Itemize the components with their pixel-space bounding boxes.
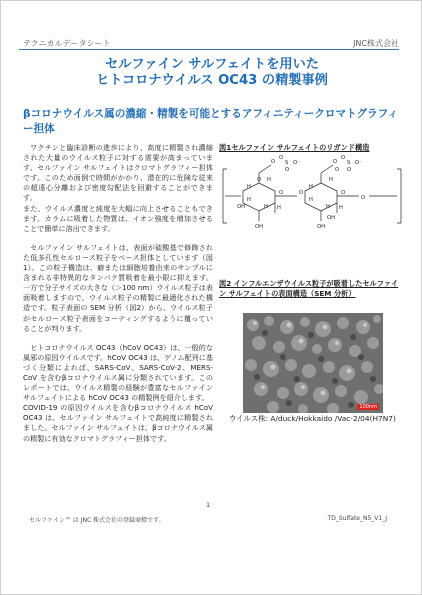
- atom-label: H: [309, 197, 313, 203]
- header-label: テクニカルデータシート: [23, 39, 111, 48]
- body-text-column: [23, 143, 213, 453]
- atom-label: O: [279, 155, 284, 161]
- atom-label: H: [326, 204, 330, 210]
- atom-label: H: [329, 177, 333, 183]
- section-heading: βコロナウイルス属の濃縮・精製を可能とするアフィニティークロマトグラフィー担体: [23, 108, 398, 135]
- title-line-1: セルファイン サルフェイトを用いた: [104, 57, 319, 72]
- atom-label: H: [339, 205, 343, 211]
- atom-label: OH: [317, 224, 325, 230]
- paragraph-structure: セルファイン サルフェイトは、表面が硫酸基で修飾された低多孔性セルロース粒子をベース担体としています（図1）。この粒子構造は、癖または細胞培養由来のサンプルに含まれる非特異的なタンパク質吸着を最小限に抑えます。一方で分子サイズの大きな（＞100 nm）ウイルス粒子は表面吸着しますので、ウイルス粒子の精製に最適化された構造です。粒子表面の SEM 分析（図2）から、ウイルス粒子がセルロース粒子表面をコーティングするように覆っていることが判ります。: [23, 242, 213, 333]
- atom-label: S: [347, 160, 351, 166]
- virus-strain-caption: ウイルス株: A/duck/Hokkaido /Vac-2/04(H7N7): [229, 414, 396, 423]
- atom-label: H: [267, 177, 271, 183]
- atom-label: O: [347, 167, 352, 173]
- ligand-structure-diagram: [219, 153, 405, 239]
- atom-label: O: [299, 190, 304, 196]
- atom-label: O: [271, 159, 276, 165]
- paragraph-intro: ワクチンと臨床診断の進歩により、高度に精製され濃縮された大量のウイルス粒子に対する需要が高まっています。セルファイン サルフェイトはクロマトグラフィー担体です。このため面倒で時間がかかり、潜在的に危険な従来の超遠心分離および密度勾配法を回避することができます。: [23, 143, 213, 203]
- atom-label: H: [247, 197, 251, 203]
- atom-label: O: [257, 177, 262, 183]
- trademark-notice: セルファイン™ は JNC 株式会社の登録商標です。: [29, 517, 165, 524]
- atom-label: O: [341, 155, 346, 161]
- atom-label: O: [285, 167, 290, 173]
- document-id: TD_Sulfate_N5_V1_J: [327, 515, 387, 522]
- title-line-2: ヒトコロナウイルス OC43 の精製事例: [96, 73, 328, 88]
- atom-label: S: [285, 160, 289, 166]
- sem-micrograph: [243, 313, 383, 413]
- atom-label: O⁻: [355, 160, 362, 166]
- atom-label: O: [333, 159, 338, 165]
- atom-label: OH: [255, 224, 263, 230]
- page-number: 1: [206, 501, 211, 509]
- atom-label: OH: [237, 204, 245, 210]
- header: [19, 38, 399, 48]
- atom-label: H: [247, 184, 251, 190]
- header-rule: [19, 49, 399, 50]
- paragraph-elution: また、ウイルス濃度と純度を大幅に向上させることもできます。カラムに吸着した物質は、イオン強度を増加させることで簡単に溶出できます。: [23, 203, 213, 233]
- atom-label: O⁻: [293, 160, 300, 166]
- figure1-caption: 図1セルファイン サルフェイトのリガンド構造: [219, 143, 370, 152]
- atom-label: O: [279, 190, 284, 196]
- atom-label: H: [277, 205, 281, 211]
- atom-label: H: [264, 204, 268, 210]
- atom-label: O: [335, 167, 340, 173]
- page-title: [1, 57, 422, 89]
- paragraph-conclusion: COVID-19 の原因ウイルスを含むβコロナウイルス hCoV OC43 は、セルファイン サルフェイトで高純度に精製されました。セルファイン サルフェイトは、βコロナウイルス属の精製に有効なクロマトグラフィー担体です。: [23, 403, 213, 443]
- atom-label: O: [361, 195, 366, 201]
- atom-label: OH: [327, 215, 335, 221]
- figure2-caption: 図2 インフルエンザウイルス粒子が吸着したセルファイン サルフェイトの表面構造（SEM 分析）: [219, 279, 399, 298]
- scale-bar-label: 100nm: [359, 404, 377, 410]
- paragraph-hcov: ヒトコロナウイルス OC43（hCoV OC43）は、一般的な風邪の原因ウイルスです。hCoV OC43 は、ゲノム配列に基づく分類によれば、SARS-CoV、SARS-CoV-2、MERS-CoV を含むβコロナウイルス属に分類されています。このレポートでは、ウイルス精製の経験が豊富なセルファイン サルフェイトによる hCoV OC43 の精製例を紹介します。: [23, 342, 213, 403]
- atom-label: O: [341, 190, 346, 196]
- company-name: JNC株式会社: [353, 39, 399, 48]
- atom-label: H: [309, 184, 313, 190]
- sem-texture: [243, 313, 383, 413]
